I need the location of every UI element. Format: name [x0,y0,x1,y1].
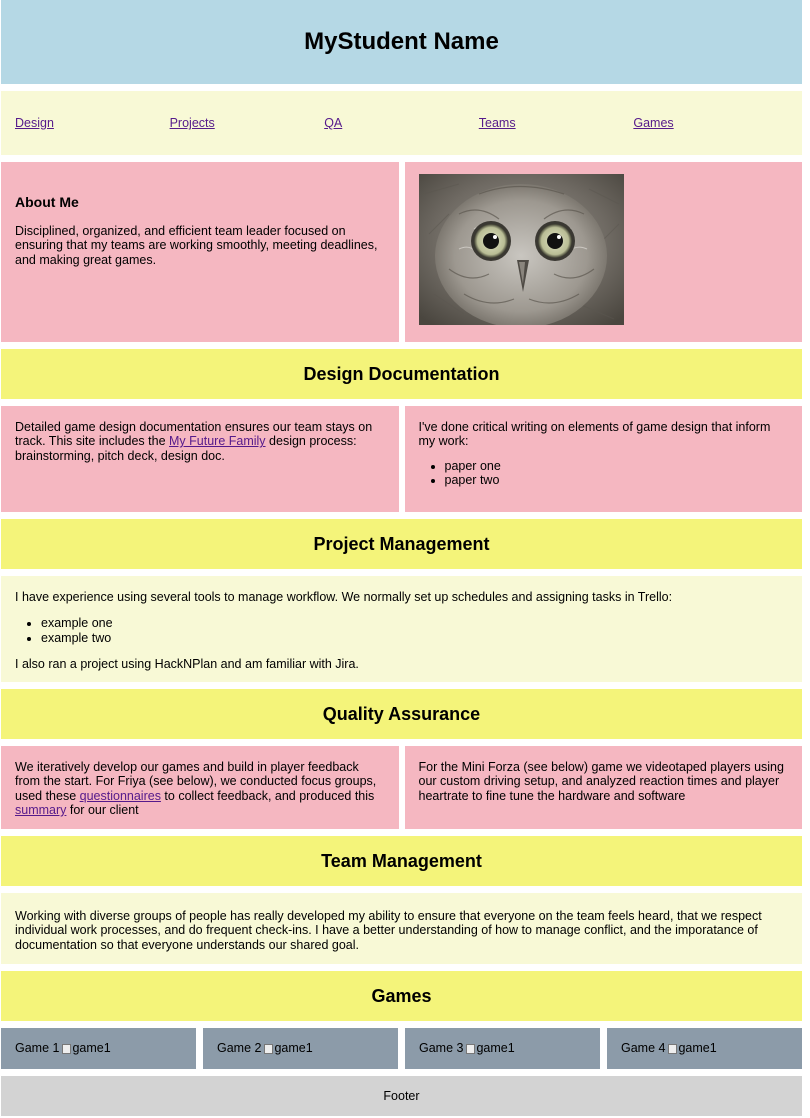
list-item: • paper two [445,473,789,487]
list-item: • paper one [445,459,789,473]
game-card-2[interactable] [203,1028,398,1069]
design-title: Design Documentation [303,363,500,384]
my-future-family-link[interactable]: My Future Family [169,434,266,449]
design-right-panel [405,406,803,512]
broken-image-icon [62,1044,71,1054]
nav-link-projects[interactable]: Projects [169,116,215,130]
list-item: • example one [41,616,788,630]
page-footer [1,1076,802,1116]
nav-link-teams[interactable]: Teams [478,116,516,130]
team-panel [1,893,802,964]
game-label: Game 1 [15,1041,60,1056]
broken-image-icon [668,1044,677,1054]
nav-link-games[interactable]: Games [633,116,674,130]
about-row [1,162,802,342]
examples-list [15,616,788,645]
qa-left-panel [1,746,399,829]
questionnaires-link[interactable]: questionnaires [79,788,161,803]
project-panel [1,576,802,682]
qa-title: Quality Assurance [322,703,481,724]
game-card-1[interactable] [1,1028,196,1069]
games-title: Games [371,985,432,1006]
footer-text: Footer [383,1089,420,1103]
team-text: Working with diverse groups of people has really developed my ability to ensure that everyone on the team feels heard, that we respect individual work processes, and do frequent check-ins. I have a better understanding of how to manage conflict, and the imporatance of documentation so that everyone understands our shared goal. [15,909,762,952]
nav-link-qa[interactable]: QA [324,116,343,130]
games-row [1,1028,802,1069]
page-header [1,0,802,84]
game-image-alt: game1 [678,1041,717,1056]
game-image [466,1041,514,1055]
qa-right-panel [405,746,803,829]
papers-list [419,459,789,488]
owl-photo [419,174,624,325]
design-right-text: I've done critical writing on elements of game design that inform my work: [418,420,771,449]
game-image-alt: game1 [72,1041,111,1056]
broken-image-icon [466,1044,475,1054]
game-image [62,1041,110,1055]
project-section-header [1,519,802,569]
nav-bar [1,91,802,155]
design-left-text-part: design process: brainstorming, pitch deck, design doc. [15,434,357,463]
game-image [264,1041,312,1055]
qa-left-text-part: to collect feedback, and produced this [160,788,375,803]
game-label: Game 3 [419,1041,464,1056]
list-item: • example two [41,631,788,645]
design-left-panel [1,406,399,512]
qa-left-text-part: We iteratively develop our games and build in player feedback from the start. For Friya (see below), we conducted focus groups, used these [15,760,377,803]
design-left-text-part: Detailed game design documentation ensures our team stays on track. This site includes the [15,420,373,449]
project-intro: I have experience using several tools to manage workflow. We normally set up schedules and assigning tasks in Trello: [15,590,673,604]
broken-image-icon [264,1044,273,1054]
summary-link[interactable]: summary [15,803,67,818]
nav-link-design[interactable]: Design [15,116,54,130]
design-section-header [1,349,802,399]
game-image-alt: game1 [274,1041,313,1056]
qa-right-text: For the Mini Forza (see below) game we videotaped players using our custom driving setup, and analyzed reaction times and player heartrate to fine tune the hardware and software [418,760,784,803]
team-section-header [1,836,802,886]
design-row [1,406,802,512]
qa-row [1,746,802,829]
about-text: Disciplined, organized, and efficient team leader focused on ensuring that my teams are working smoothly, meeting deadlines, and making great games. [15,224,378,267]
qa-left-text [15,760,385,818]
project-title: Project Management [313,533,490,554]
project-outro: I also ran a project using HackNPlan and am familiar with Jira. [15,657,359,672]
games-section-header [1,971,802,1021]
qa-section-header [1,689,802,739]
game-image [668,1041,716,1055]
page-title: MyStudent Name [304,28,499,55]
game-card-4[interactable] [607,1028,802,1069]
game-image-alt: game1 [476,1041,515,1056]
qa-left-text-part: for our client [66,803,139,818]
about-heading: About Me [15,194,79,210]
photo-panel [405,162,803,342]
team-title: Team Management [321,850,482,871]
page [1,0,802,1116]
about-panel [1,162,399,342]
design-left-text [15,420,385,463]
game-label: Game 2 [217,1041,262,1056]
game-label: Game 4 [621,1041,666,1056]
game-card-3[interactable] [405,1028,600,1069]
